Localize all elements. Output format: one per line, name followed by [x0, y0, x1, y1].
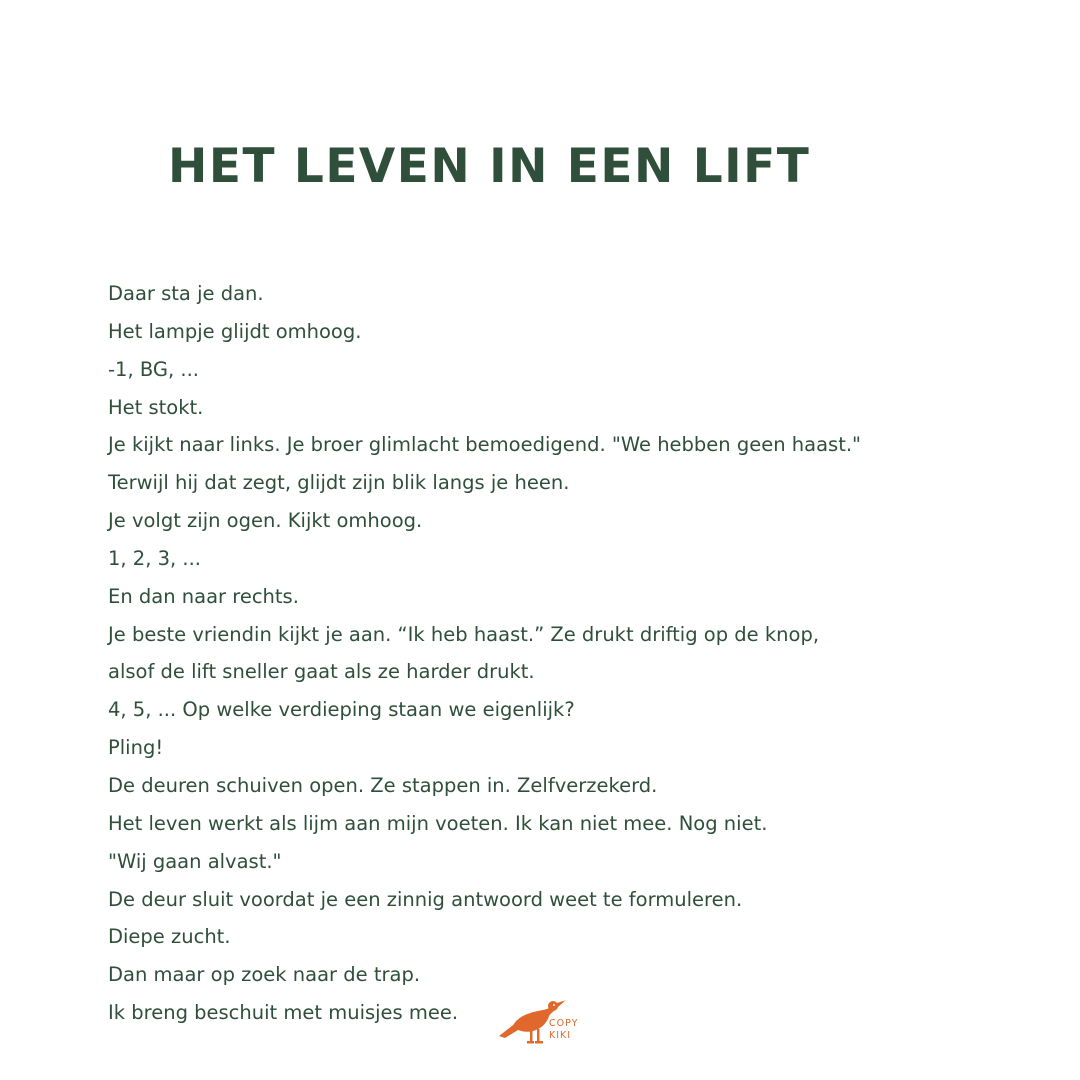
poem-line: Ik breng beschuit met muisjes mee. [108, 1001, 459, 1025]
poem-line: Je beste vriendin kijkt je aan. “Ik heb haast.” Ze drukt driftig op de knop, [108, 622, 820, 646]
poem-line: Je volgt zijn ogen. Kijkt omhoog. [108, 509, 423, 533]
poem-line: Pling! [108, 736, 164, 760]
poem-line: Diepe zucht. [108, 925, 231, 949]
poem-line: Daar sta je dan. [108, 282, 264, 305]
poem-line: En dan naar rechts. [108, 584, 299, 608]
logo-text-top: COPY [549, 1018, 579, 1029]
poem-line: Je kijkt naar links. Je broer glimlacht bemoedigend. "We hebben geen haast." [108, 433, 862, 457]
poem-line: Terwijl hij dat zegt, glijdt zijn blik langs je heen. [108, 471, 570, 495]
poem-line: "Wij gaan alvast." [108, 849, 282, 873]
poem-line: alsof de lift sneller gaat als ze harder drukt. [108, 660, 535, 684]
poem-line: Het stokt. [108, 395, 204, 419]
poem-line: -1, BG, ... [108, 357, 199, 381]
poem-text [108, 275, 988, 1032]
poem-line: Het lampje glijdt omhoog. [108, 319, 362, 343]
poem-line: De deuren schuiven open. Ze stappen in. Zelfverzekerd. [108, 773, 658, 797]
poem-line: Dan maar op zoek naar de trap. [108, 963, 421, 987]
poem-line: 1, 2, 3, ... [108, 546, 202, 570]
poem-line: De deur sluit voordat je een zinnig antwoord weet te formuleren. [108, 887, 743, 911]
logo-text-bottom: KIKI [549, 1030, 572, 1041]
copykiki-logo [497, 996, 589, 1048]
page-title: HET LEVEN IN EEN LIFT [168, 139, 811, 194]
poem-line: Het leven werkt als lijm aan mijn voeten. Ik kan niet mee. Nog niet. [108, 811, 768, 835]
poem-line: 4, 5, ... Op welke verdieping staan we eigenlijk? [108, 698, 575, 722]
